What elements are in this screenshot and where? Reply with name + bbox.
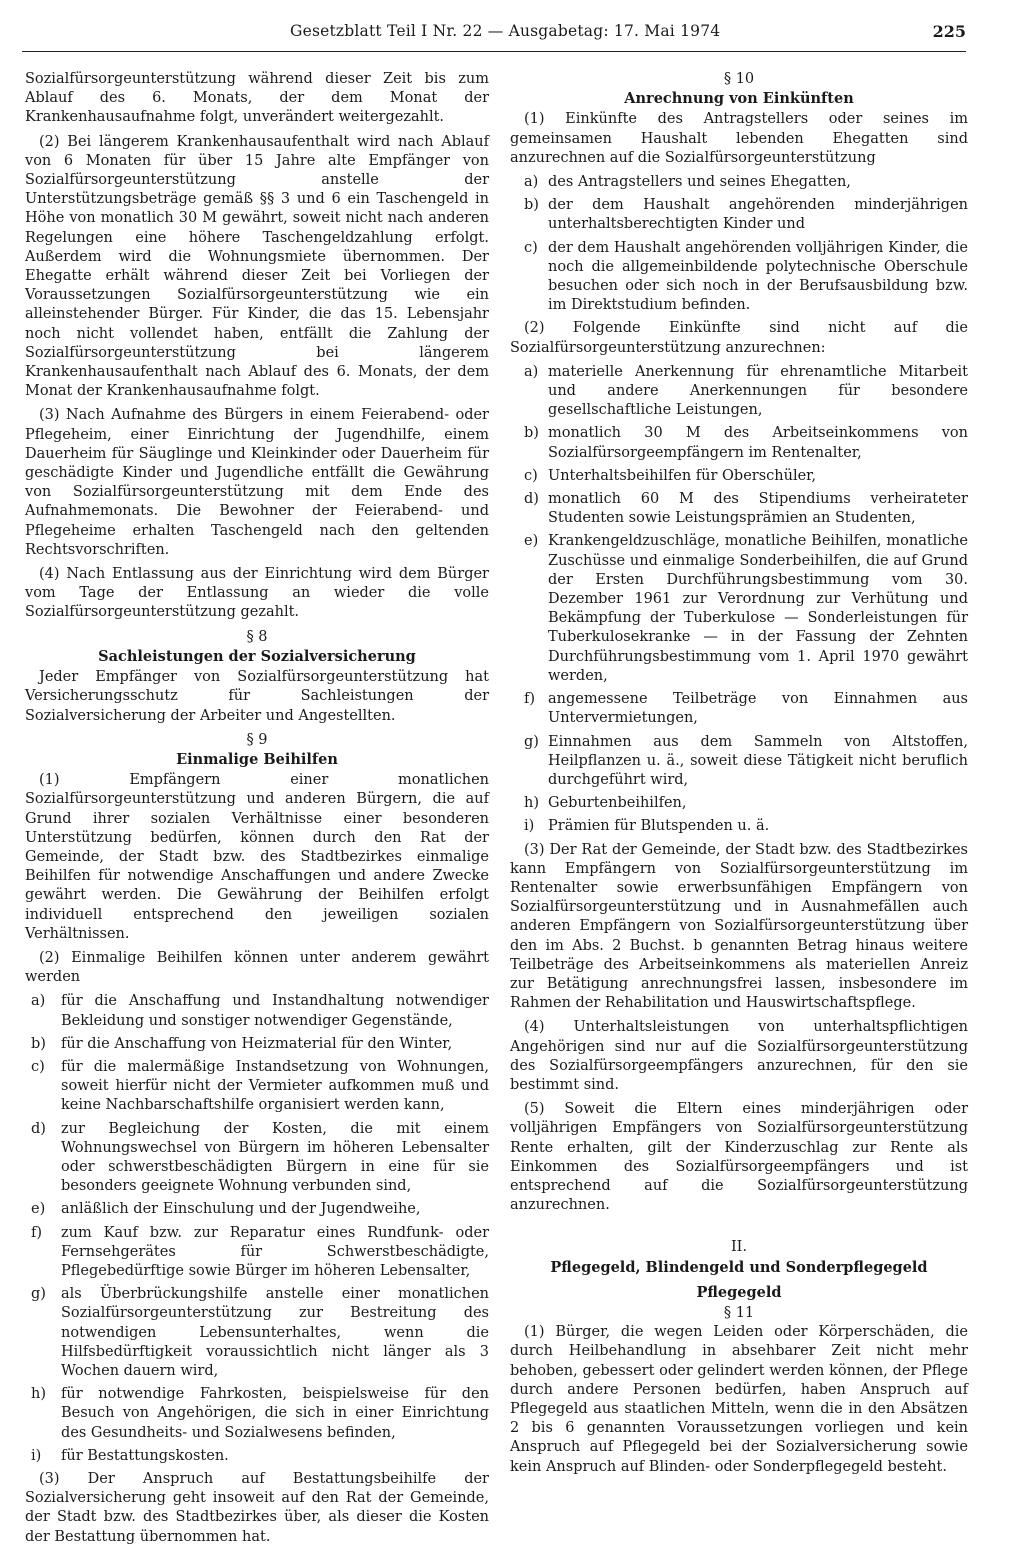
list-item-label: g) [524, 733, 539, 750]
list-item-label: c) [524, 239, 538, 256]
list-item-text: des Antragstellers und seines Ehegatten, [548, 174, 851, 191]
list-item [25, 992, 489, 1030]
list-item-label: b) [524, 197, 539, 214]
list-item-text: materielle Anerkennung für ehrenamtliche Mitarbeit und andere Anerkennungen für besondere gesellschaftliche Leistungen, [548, 363, 968, 419]
paragraph: Sozialfürsorgeunterstützung während dieser Zeit bis zum Ablauf des 6. Monats, der dem Monat der Krankenhausaufnahme folgt, unverändert weitergezahlt. [25, 71, 489, 126]
list-item-text: für Bestattungskosten. [61, 1447, 229, 1464]
list-item [510, 196, 968, 234]
list-item-label: h) [524, 795, 539, 812]
list-item-label: g) [31, 1286, 46, 1303]
list-item [510, 173, 968, 192]
header-rule [22, 51, 966, 52]
list-item [510, 239, 968, 316]
section-title: Anrechnung von Einkünften [624, 90, 854, 108]
paragraph: (2) Bei längerem Krankenhausaufenthalt wird nach Ablauf von 6 Monaten für über 15 Jahre alte Empfänger von Sozialfürsorgeunterstützung anstelle der Unterstützungsbeträge gemäß §§ 3 und 6 ein Taschengeld in Höhe von monatlich 30 M gewährt, soweit nicht nach anderen Regelungen eine höhere Taschengeldzahlung erfolgt. Außerdem wird die Wohnungsmiete übernommen. Der Ehegatte erhält während dieser Zeit bei Vorliegen der Voraussetzungen Sozialfürsorgeunterstützung wie ein alleinstehender Bürger. Für Kinder, die das 15. Lebensjahr noch nicht vollendet haben, entfällt die Zahlung der Sozialfürsorgeunterstützung bei längerem Krankenhausaufenthalt nach Ablauf des 6. Monats, der dem Monat der Krankenhausaufnahme folgt. [25, 133, 489, 400]
right-column [510, 70, 968, 1482]
list-item-text: Unterhaltsbeihilfen für Oberschüler, [548, 467, 817, 484]
paragraph: (4) Unterhaltsleistungen von unterhaltspflichtigen Angehörigen sind nur auf die Sozialfürsorgeunterstützung des Sozialfürsorgeempfängers anzurechnen, für den sie bestimmt sind. [510, 1019, 968, 1093]
paragraph: (2) Einmalige Beihilfen können unter anderem gewährt werden [25, 949, 489, 986]
paragraph: (2) Folgende Einkünfte sind nicht auf die Sozialfürsorgeunterstützung anzurechnen: [510, 320, 968, 356]
list-item-text: für die malermäßige Instandsetzung von Wohnungen, soweit hierfür nicht der Vermieter aufkommen muß und keine Nachbarschaftshilfe organisiert werden kann, [61, 1058, 489, 1114]
list-item-text: für die Anschaffung und Instandhaltung notwendiger Bekleidung und sonstiger notwendiger Gegenstände, [61, 993, 489, 1029]
paragraph: (4) Nach Entlassung aus der Einrichtung wird dem Bürger vom Tage der Entlassung an wieder die volle Sozialfürsorgeunterstützung gezahlt. [25, 566, 489, 621]
list-item-label: h) [31, 1386, 46, 1403]
part-title: Pflegegeld, Blindengeld und Sonderpflegegeld [550, 1258, 928, 1276]
spacer [510, 1220, 968, 1234]
list-item-text: monatlich 60 M des Stipendiums verheirateter Studenten sowie Leistungsprämien an Studenten, [548, 491, 968, 527]
list-item-text: Krankengeldzuschläge, monatliche Beihilfen, monatliche Zuschüsse und einmalige Sonderbeihilfen, die auf Grund der Ersten Durchführungsbestimmung vom 30. Dezember 1961 zur Verordnung zur Verhütung und Bekämpfung der Tuberkulose — Sonderleistungen für Tuberkulosekranke — in der Fassung der Zehnten Durchführungsbestimmung vom 1. April 1970 gewährt werden, [548, 533, 968, 684]
list-item [510, 490, 968, 528]
section-number: § 9 [246, 731, 268, 748]
list-item [25, 1447, 489, 1466]
page-number: 225 [932, 22, 966, 41]
list-item-label: a) [524, 174, 539, 191]
list-item-text: monatlich 30 M des Arbeitseinkommens von Sozialfürsorgeempfängern im Rentenalter, [548, 425, 968, 461]
list-item-text: als Überbrückungshilfe anstelle einer monatlichen Sozialfürsorgeunterstützung zur Bestreitung des notwendigen Lebensunterhaltes, wenn die Hilfsbedürftigkeit voraussichtlich nicht länger als 3 Wochen dauern wird, [61, 1286, 489, 1379]
list-item-label: b) [31, 1035, 46, 1052]
list-item-label: b) [524, 425, 539, 442]
paragraph: (1) Einkünfte des Antragstellers oder seines im gemeinsamen Haushalt lebenden Ehegatten sind anzurechnen auf die Sozialfürsorgeunterstützung [510, 111, 968, 166]
paragraph: (3) Der Rat der Gemeinde, der Stadt bzw. des Stadtbezirkes kann Empfängern von Sozialfürsorgeunterstützung im Rentenalter sowie erwerbsunfähigen Empfängern von Sozialfürsorgeunterstützung und in Ausnahmefällen auch anderen Empfängern von Sozialfürsorgeunterstützung über den im Abs. 2 Buchst. b genannten Betrag hinaus weitere Teilbeträge des Arbeitseinkommens als materiellen Anreiz zur Betätigung anrechnungsfrei lassen, insbesondere im Rahmen der Rehabilitation und Hauswirtschaftspflege. [510, 841, 968, 1012]
list-item [510, 690, 968, 728]
list-item [510, 467, 968, 486]
list-item-label: a) [524, 363, 539, 380]
list-item-label: d) [31, 1120, 46, 1137]
paragraph: Jeder Empfänger von Sozialfürsorgeunterstützung hat Versicherungsschutz für Sachleistungen der Sozialversicherung der Arbeiter und Angestellten. [25, 669, 489, 724]
list-item [510, 363, 968, 421]
list-item-label: i) [31, 1447, 42, 1464]
list-item-text: der dem Haushalt angehörenden minderjährigen unterhaltsberechtigten Kinder und [548, 197, 968, 233]
list-item-label: d) [524, 491, 539, 508]
section-number: § 11 [723, 1304, 755, 1321]
list-item-text: für notwendige Fahrkosten, beispielsweise für den Besuch von Angehörigen, die sich in einer Einrichtung des Gesundheits- und Sozialwesens befinden, [61, 1386, 489, 1441]
list-item-label: c) [31, 1058, 45, 1075]
list-item [25, 1285, 489, 1381]
list-item [25, 1385, 489, 1443]
list-item-label: c) [524, 467, 538, 484]
paragraph: (1) Empfängern einer monatlichen Sozialfürsorgeunterstützung und anderen Bürgern, die auf Grund ihrer sozialen Verhältnisse einer besonderen Unterstützung bedürfen, können durch den Rat der Gemeinde, der Stadt bzw. des Stadtbezirkes einmalige Beihilfen für notwendige Anschaffungen und andere Zwecke gewährt werden. Die Gewährung der Beihilfen erfolgt individuell entsprechend den jeweiligen sozialen Verhältnissen. [25, 772, 489, 942]
list-item [510, 817, 968, 836]
paragraph: (3) Der Anspruch auf Bestattungsbeihilfe der Sozialversicherung geht insoweit auf den Rat der Gemeinde, der Stadt bzw. des Stadtbezirkes über, als dieser die Kosten der Bestattung übernommen hat. [25, 1471, 489, 1545]
list-item-label: e) [31, 1201, 46, 1218]
list-item-text: Einnahmen aus dem Sammeln von Altstoffen, Heilpflanzen u. ä., soweit diese Tätigkeit nicht beruflich durchgeführt wird, [548, 733, 968, 788]
left-column [25, 70, 489, 1552]
list-item-label: f) [524, 691, 536, 708]
subsection-title: Pflegegeld [696, 1283, 782, 1301]
list-item [25, 1200, 489, 1219]
paragraph: (1) Bürger, die wegen Leiden oder Körperschäden, die durch Heilbehandlung in absehbarer Zeit nicht mehr behoben, gebessert oder gelindert werden können, der Pflege durch andere Personen bedürfen, haben Anspruch auf Pflegegeld aus staatlichen Mitteln, wenn die in den Absätzen 2 bis 6 genannten Voraussetzungen vorliegen und kein Anspruch auf Pflegegeld bei der Sozialversicherung sowie kein Anspruch auf Blinden- oder Sonderpflegegeld besteht. [510, 1324, 968, 1475]
section-number: § 8 [246, 628, 268, 645]
list-item-text: der dem Haushalt angehörenden volljährigen Kinder, die noch die allgemeinbildende polytechnische Oberschule besuchen oder sich noch in der Berufsausbildung bzw. im Direktstudium befinden. [548, 239, 968, 314]
list-item-text: angemessene Teilbeträge von Einnahmen aus Untervermietungen, [548, 691, 968, 727]
list-item [510, 424, 968, 462]
list-item [510, 733, 968, 791]
list-item-text: Geburtenbeihilfen, [548, 795, 687, 812]
list-item-label: f) [31, 1224, 43, 1241]
list-item [25, 1035, 489, 1054]
section-number: § 10 [723, 71, 755, 87]
list-item-text: Prämien für Blutspenden u. ä. [548, 818, 770, 835]
list-item [510, 532, 968, 686]
list-item-label: a) [31, 993, 46, 1010]
paragraph: (5) Soweit die Eltern eines minderjährigen oder volljährigen Empfängers von Sozialfürsorgeunterstützung Rente erhalten, gilt der Kinderzuschlag zur Rente als Einkommen des Sozialfürsorgeempfängers und ist entsprechend auf die Sozialfürsorgeunterstützung anzurechnen. [510, 1101, 968, 1214]
list-item-text: zur Begleichung der Kosten, die mit einem Wohnungswechsel von Bürgern im höheren Lebensalter oder schwerstbeschädigten Bürgern in eine für sie besonders geeignete Wohnung verbunden sind, [61, 1120, 489, 1195]
list-item [25, 1058, 489, 1116]
list-item [510, 794, 968, 813]
section-title: Sachleistungen der Sozialversicherung [98, 647, 416, 665]
list-item-text: anläßlich der Einschulung und der Jugendweihe, [61, 1201, 421, 1218]
list-item-label: e) [524, 533, 539, 550]
section-title: Einmalige Beihilfen [176, 750, 338, 768]
header-title: Gesetzblatt Teil I Nr. 22 — Ausgabetag: 17. Mai 1974 [290, 22, 721, 40]
list-item [25, 1224, 489, 1282]
list-item-text: für die Anschaffung von Heizmaterial für den Winter, [61, 1035, 453, 1052]
list-item-label: i) [524, 818, 535, 835]
part-number: II. [730, 1239, 748, 1256]
paragraph: (3) Nach Aufnahme des Bürgers in einem Feierabend- oder Pflegeheim, einer Einrichtung der Jugendhilfe, einem Dauerheim für Säuglinge und Kleinkinder oder Dauerheim für geschädigte Kinder und Jugendliche entfällt die Gewährung von Sozialfürsorgeunterstützung mit dem Ende des Aufnahmemonats. Die Bewohner der Feierabend- und Pflegeheime erhalten Taschengeld nach den geltenden Rechtsvorschriften. [25, 407, 489, 558]
list-item [25, 1120, 489, 1197]
list-item-text: zum Kauf bzw. zur Reparatur eines Rundfunk- oder Fernsehgerätes für Schwerstbeschädigte, Pflegebedürftige sowie Bürger im höheren Lebensalter, [61, 1224, 489, 1279]
page-header [22, 22, 966, 52]
